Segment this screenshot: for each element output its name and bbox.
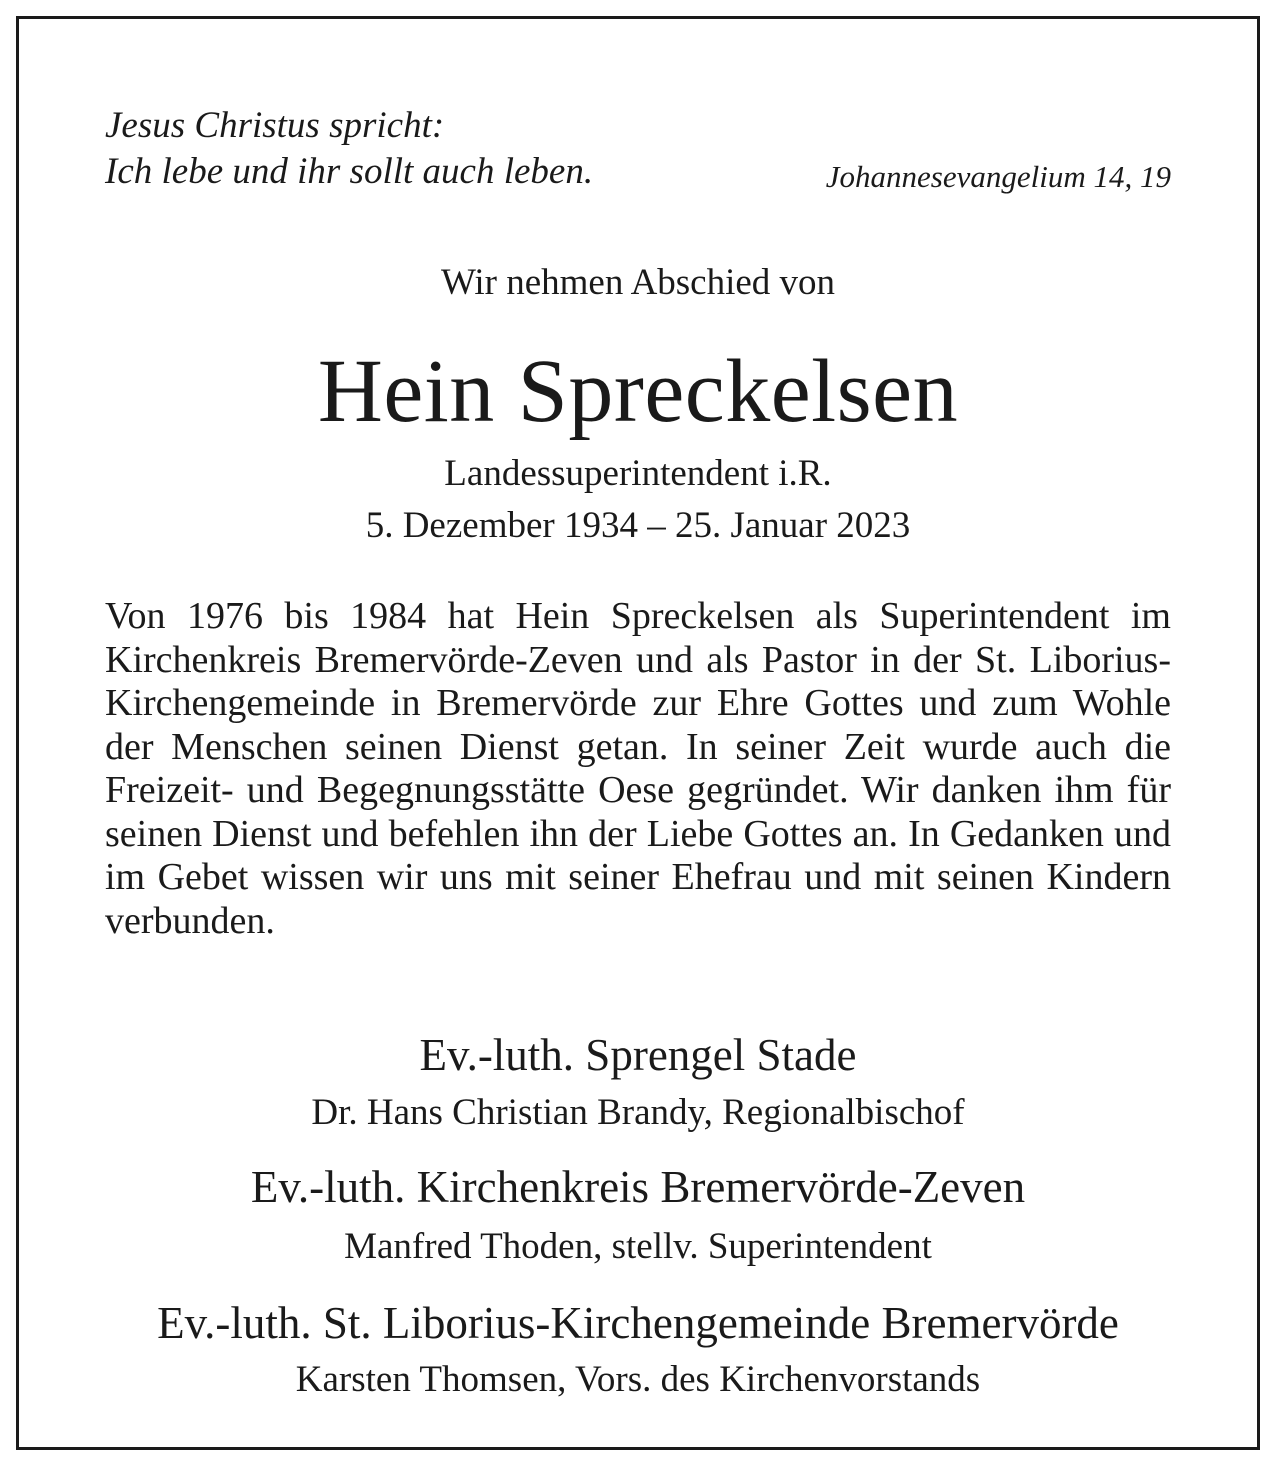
- signatory-person-1: Dr. Hans Christian Brandy, Regionalbischof: [311, 1092, 965, 1133]
- notice-frame: [16, 16, 1260, 1450]
- quote-line-1: Jesus Christus spricht:: [105, 105, 445, 146]
- memorial-text: Von 1976 bis 1984 hat Hein Spreckelsen als Superintendent im Kirchenkreis Bremervörde-Zeven und als Pastor in der St. Liborius-Kirchengemeinde in Bremervörde zur Ehre Gottes und zum Wohle der Menschen seinen Dienst getan. In seiner Zeit wurde auch die Freizeit- und Begegnungsstätte Oese gegründet. Wir danken ihm für seinen Dienst und befehlen ihn der Liebe Gottes an. In Gedanken und im Gebet wissen wir uns mit seiner Ehefrau und mit seinen Kindern verbunden.: [105, 595, 1171, 942]
- quote-reference: Johannesevangelium 14, 19: [825, 159, 1171, 194]
- signatory-person-3: Karsten Thomsen, Vors. des Kirchenvorstands: [295, 1359, 981, 1400]
- signatory-org-2: Ev.-luth. Kirchenkreis Bremervörde-Zeven: [250, 1162, 1026, 1212]
- signatory-org-3: Ev.-luth. St. Liborius-Kirchengemeinde Bremervörde: [157, 1298, 1119, 1348]
- notice-content: [105, 19, 1171, 1447]
- signatory-person-2: Manfred Thoden, stellv. Superintendent: [344, 1226, 932, 1267]
- quote-line-2: Ich lebe und ihr sollt auch leben.: [105, 151, 594, 192]
- life-dates: 5. Dezember 1934 – 25. Januar 2023: [365, 505, 911, 546]
- deceased-title: Landessuperintendent i.R.: [444, 453, 832, 494]
- farewell-intro: Wir nehmen Abschied von: [440, 262, 836, 303]
- bible-quote: [105, 103, 1171, 195]
- deceased-name: Hein Spreckelsen: [317, 342, 959, 441]
- signatory-org-1: Ev.-luth. Sprengel Stade: [419, 1030, 857, 1080]
